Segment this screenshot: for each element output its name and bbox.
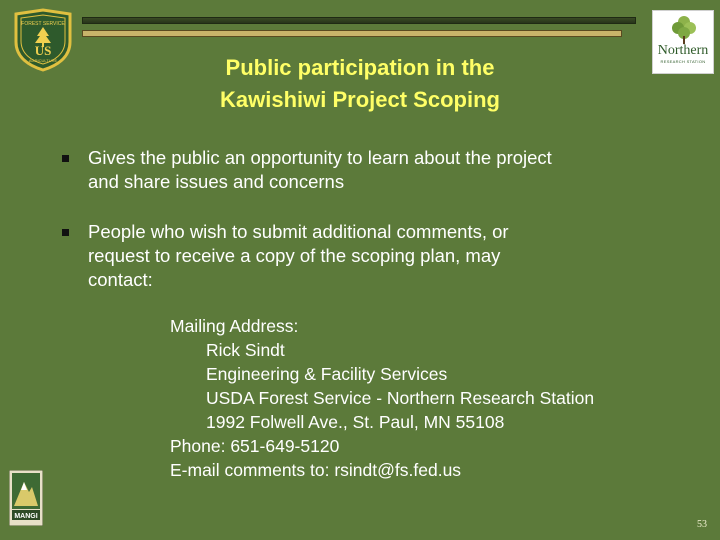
page-number: 53 <box>697 519 707 530</box>
contact-phone: Phone: 651-649-5120 <box>170 436 340 456</box>
usfs-shield-icon <box>12 8 74 72</box>
title-line-1: Public participation in the <box>225 55 495 80</box>
bullet-square-icon <box>62 229 69 236</box>
header-bar-dark <box>82 17 636 24</box>
bullet-square-icon <box>62 155 69 162</box>
contact-street: 1992 Folwell Ave., St. Paul, MN 55108 <box>206 412 505 432</box>
bullet-1-line-1: Gives the public an opportunity to learn about the project <box>88 147 552 168</box>
nrs-logo-subtitle: RESEARCH STATION <box>660 59 706 64</box>
mangi-logo <box>9 470 43 526</box>
usfs-bottom-text: AGRICULTURE <box>28 58 58 63</box>
title-line-2: Kawishiwi Project Scoping <box>220 87 500 112</box>
contact-email: E-mail comments to: rsindt@fs.fed.us <box>170 460 462 480</box>
bullet-2-line-3: contact: <box>88 269 153 290</box>
bullet-2-line-2: request to receive a copy of the scoping plan, may <box>88 245 501 266</box>
contact-name: Rick Sindt <box>206 340 285 360</box>
bullet-text-1 <box>88 146 688 194</box>
mangi-label: MANGI <box>14 513 38 520</box>
usfs-letters: US <box>34 43 52 58</box>
slide-title <box>120 52 600 116</box>
bullet-text-2 <box>88 220 688 292</box>
header-bar-tan <box>82 30 622 37</box>
nrs-logo-name: Northern <box>657 43 709 58</box>
northern-research-station-logo <box>652 10 714 74</box>
tree-icon <box>671 14 697 44</box>
mailing-address-label: Mailing Address: <box>170 316 299 336</box>
contact-department: Engineering & Facility Services <box>206 364 448 384</box>
contact-block <box>170 314 594 482</box>
contact-organization: USDA Forest Service - Northern Research Station <box>206 388 595 408</box>
usfs-top-text: FOREST SERVICE <box>21 21 65 27</box>
bullet-1-line-2: and share issues and concerns <box>88 171 345 192</box>
bullet-2-line-1: People who wish to submit additional comments, or <box>88 221 509 242</box>
